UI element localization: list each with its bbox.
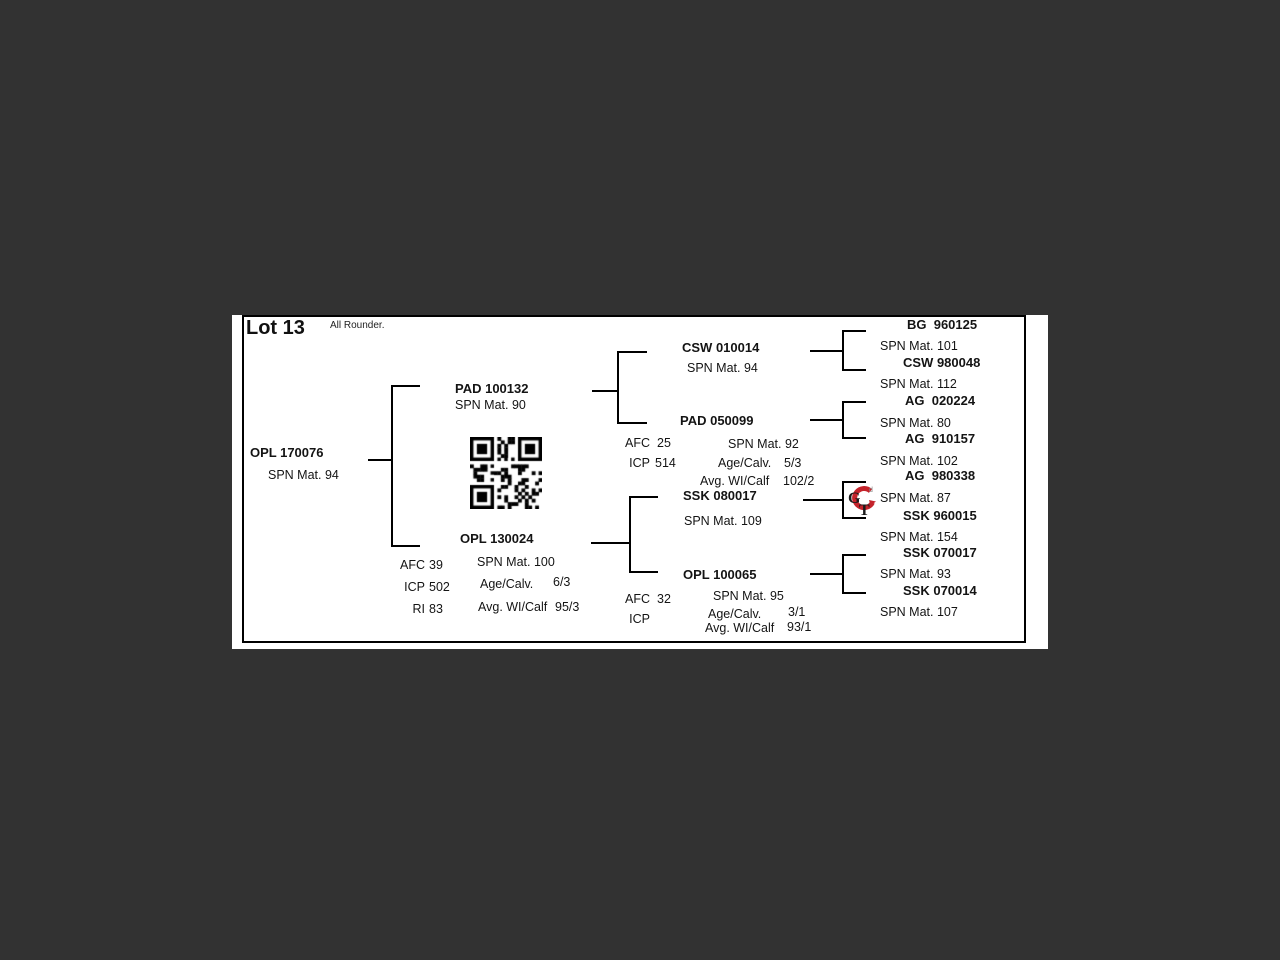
gt-logo-letter-t: T <box>859 502 870 516</box>
dam-age-label: Age/Calv. <box>480 577 534 591</box>
node-sire-spn: SPN Mat. 90 <box>455 398 526 412</box>
node-ggp-id: SSK 070017 <box>903 545 977 560</box>
gt-logo <box>847 484 877 516</box>
node-ggp-id: SSK 070014 <box>903 583 977 598</box>
dam-ri-value: 83 <box>429 602 443 616</box>
gp-sd-icp-label: ICP <box>629 456 650 470</box>
qr-code-image <box>470 437 542 509</box>
node-gp-dd-id: OPL 100065 <box>683 567 757 582</box>
node-dam-spn: SPN Mat. 100 <box>477 555 555 569</box>
node-gp-sd-id: PAD 050099 <box>680 413 754 428</box>
gp-sd-age-value: 5/3 <box>784 456 802 470</box>
gp-sd-avg-value: 102/2 <box>783 474 815 488</box>
gp-sd-afc-value: 25 <box>657 436 671 450</box>
gp-dd-afc-value: 32 <box>657 592 671 606</box>
gt-logo-mark: d <box>869 487 873 494</box>
node-gp-ds-id: SSK 080017 <box>683 488 757 503</box>
pedigree-page <box>232 315 1048 649</box>
node-ggp-id: BG 960125 <box>907 317 978 332</box>
gp-dd-afc-label: AFC <box>625 592 650 606</box>
dam-age-value: 6/3 <box>553 575 571 589</box>
node-gp-ss-spn: SPN Mat. 94 <box>687 361 758 375</box>
gp-dd-age-value: 3/1 <box>788 605 806 619</box>
gp-dd-spn: SPN Mat. 95 <box>713 589 784 603</box>
node-sire-id: PAD 100132 <box>455 381 529 396</box>
dam-avg-value: 95/3 <box>555 600 580 614</box>
node-subject-id: OPL 170076 <box>250 445 324 460</box>
gp-dd-avg-label: Avg. WI/Calf <box>705 621 775 635</box>
dam-afc-label: AFC <box>400 558 425 572</box>
node-subject-spn: SPN Mat. 94 <box>268 468 339 482</box>
node-ggp-id: SSK 960015 <box>903 508 977 523</box>
dam-afc-value: 39 <box>429 558 443 572</box>
gp-sd-age-label: Age/Calv. <box>718 456 772 470</box>
node-ggp-spn: SPN Mat. 107 <box>880 605 958 619</box>
node-gp-ds-spn: SPN Mat. 109 <box>684 514 762 528</box>
gp-sd-icp-value: 514 <box>655 456 676 470</box>
gt-logo-letter-g: G <box>848 490 861 507</box>
gp-sd-avg-label: Avg. WI/Calf <box>700 474 770 488</box>
node-ggp-id: AG 980338 <box>905 468 976 483</box>
node-ggp-id: AG 910157 <box>905 431 976 446</box>
node-ggp-spn: SPN Mat. 87 <box>880 491 951 505</box>
node-ggp-spn: SPN Mat. 93 <box>880 567 951 581</box>
dam-ri-label: RI <box>412 602 425 616</box>
lot-note: All Rounder. <box>330 320 385 331</box>
dam-icp-label: ICP <box>404 580 425 594</box>
gp-dd-avg-value: 93/1 <box>787 620 812 634</box>
node-ggp-spn: SPN Mat. 154 <box>880 530 958 544</box>
node-dam-id: OPL 130024 <box>460 531 534 546</box>
node-ggp-id: CSW 980048 <box>903 355 981 370</box>
node-ggp-spn: SPN Mat. 101 <box>880 339 958 353</box>
dam-avg-label: Avg. WI/Calf <box>478 600 548 614</box>
gp-dd-age-label: Age/Calv. <box>708 607 762 621</box>
node-ggp-spn: SPN Mat. 112 <box>880 377 957 391</box>
node-ggp-id: AG 020224 <box>905 393 976 408</box>
node-ggp-spn: SPN Mat. 80 <box>880 416 951 430</box>
lot-title: Lot 13 <box>246 317 305 339</box>
node-gp-ss-id: CSW 010014 <box>682 340 760 355</box>
node-ggp-spn: SPN Mat. 102 <box>880 454 958 468</box>
gp-sd-afc-label: AFC <box>625 436 650 450</box>
gp-dd-icp-label: ICP <box>629 612 650 626</box>
dam-icp-value: 502 <box>429 580 450 594</box>
gp-sd-spn: SPN Mat. 92 <box>728 437 799 451</box>
